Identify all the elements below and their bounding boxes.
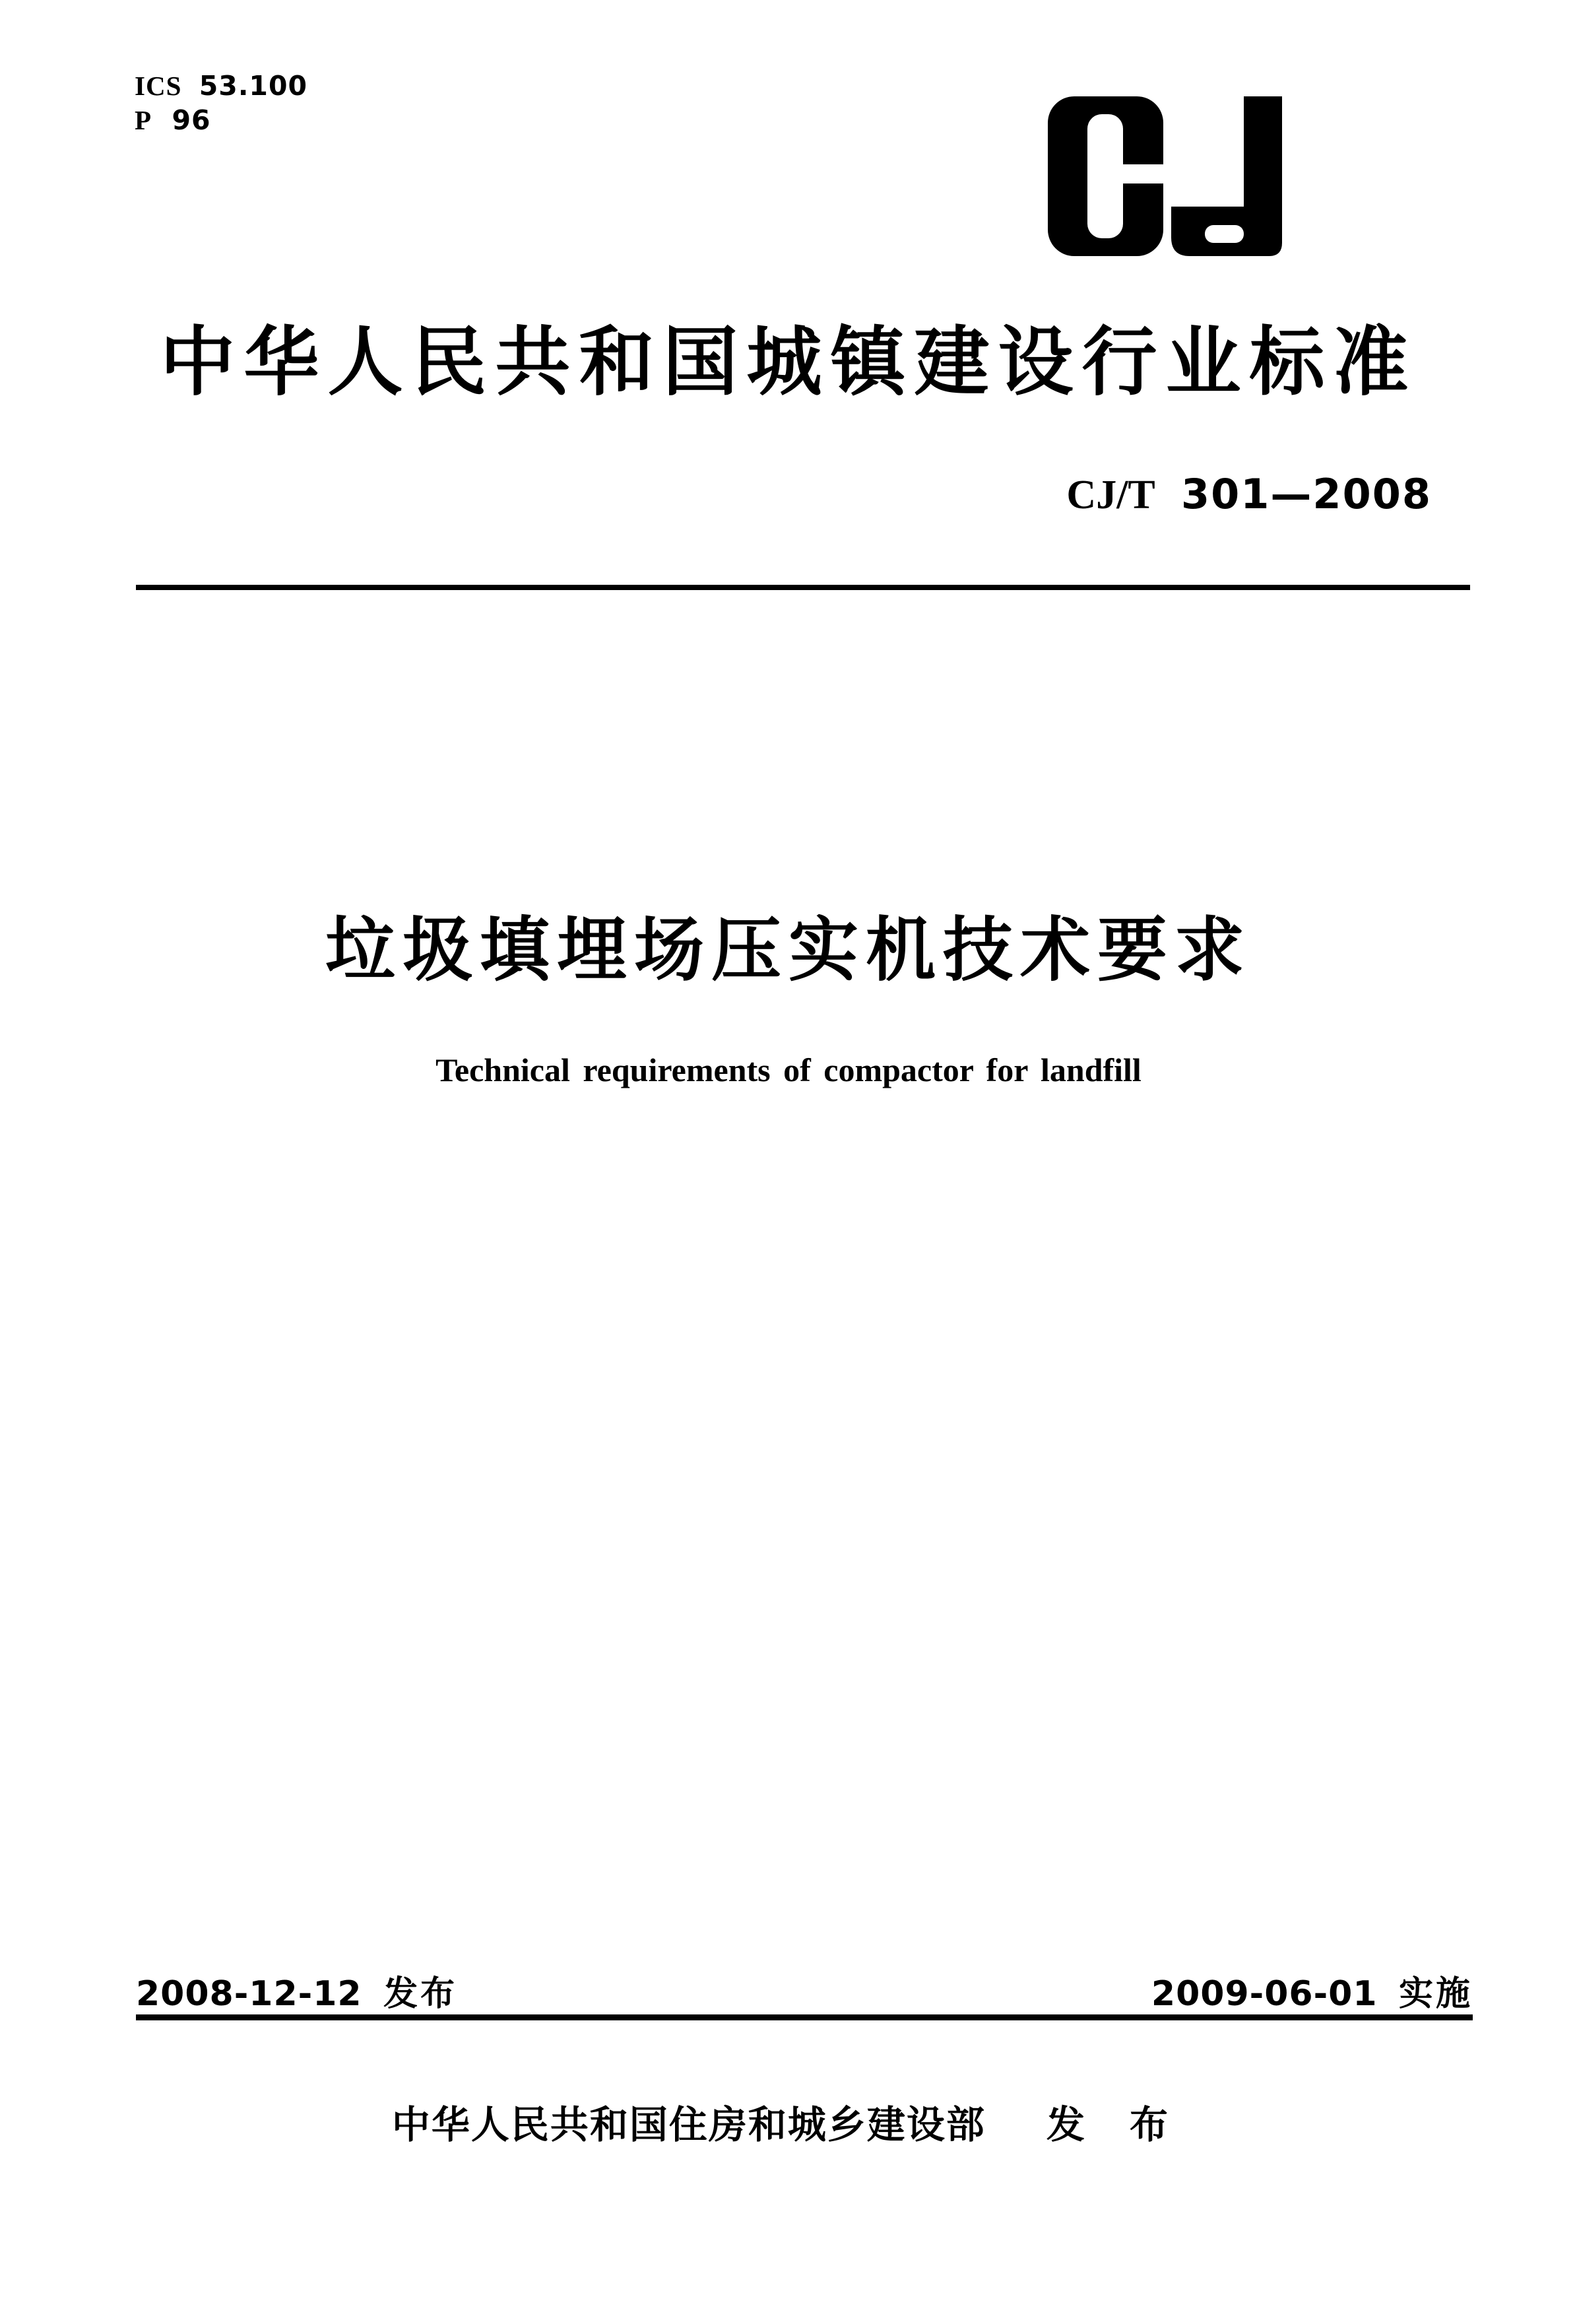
ics-label: ICS [135,71,182,101]
implement-date-label: 实施 [1398,1975,1473,2013]
cj-logo [1048,96,1287,256]
class-line [135,103,307,137]
cj-logo-graphic [1048,96,1287,256]
header-rule [136,585,1470,590]
issue-date-group [136,1966,457,2015]
class-value: 96 [172,104,211,137]
class-label: P [135,105,152,136]
standard-code-number: 301—2008 [1181,470,1432,518]
footer-rule [136,2014,1473,2020]
document-title-zh: 垃圾填埋场压实机技术要求 [325,912,1252,989]
implement-date-group [1151,1966,1473,2015]
dates-row [136,1966,1473,2015]
standard-code-prefix: CJ/T [1066,473,1155,517]
issue-date: 2008-12-12 [136,1974,362,2014]
standard-category-heading: 中华人民共和国城镇建设行业标准 [160,321,1417,405]
issue-date-label: 发布 [383,1975,458,2013]
ics-classification [135,69,307,138]
publisher-name: 中华人民共和国住房和城乡建设部 [391,2104,986,2146]
implement-date: 2009-06-01 [1151,1974,1378,2014]
document-title-en: Technical requirements of compactor for landfill [435,1051,1142,1088]
publisher-row [0,2094,1577,2149]
ics-line [135,69,307,103]
standard-code [1066,470,1432,519]
publish-label: 发 布 [1046,2104,1186,2146]
ics-value: 53.100 [199,70,307,102]
